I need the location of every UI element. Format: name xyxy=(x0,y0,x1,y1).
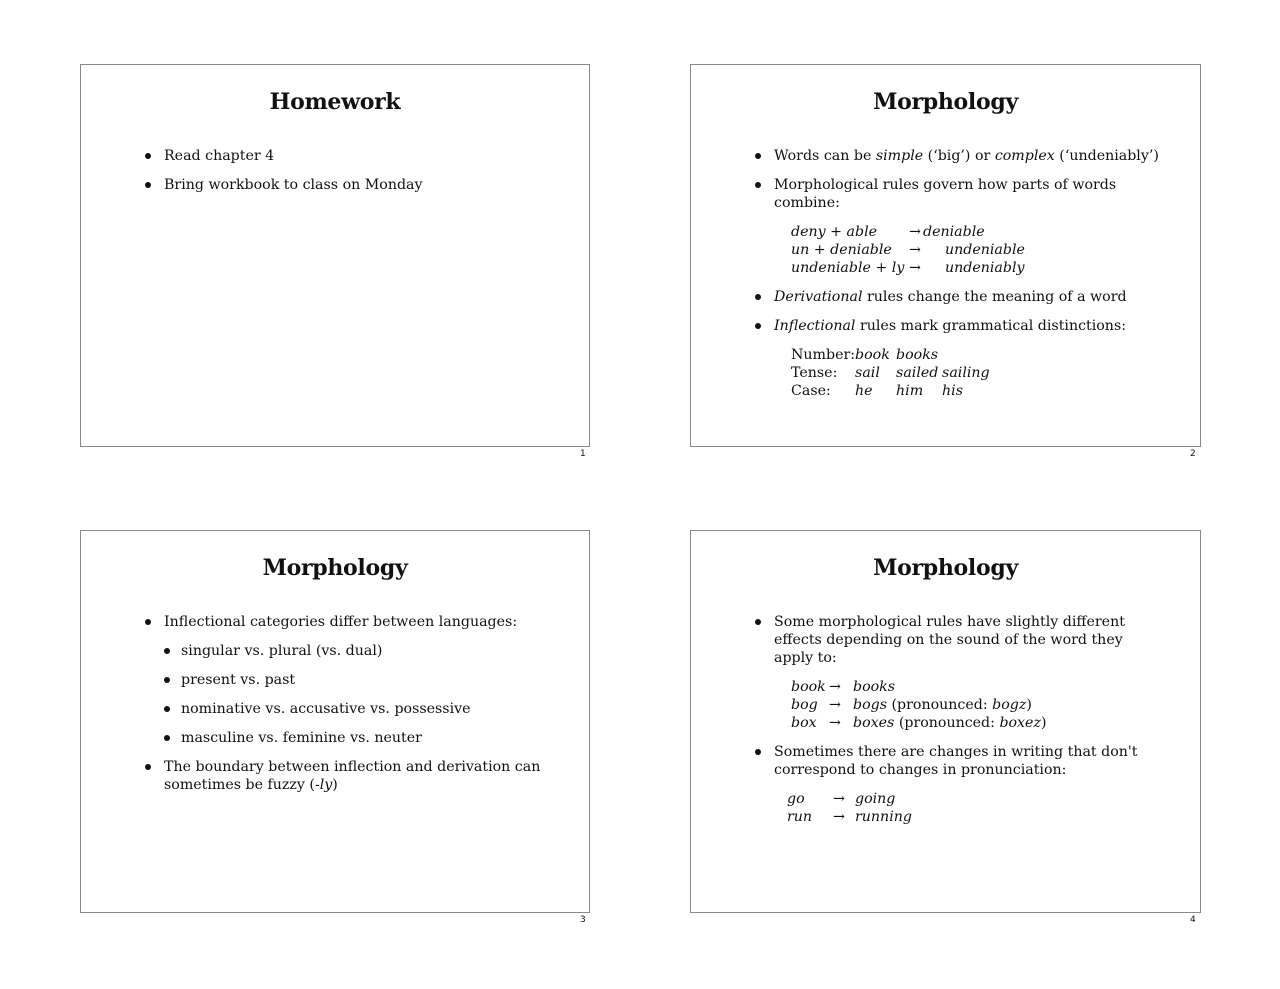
bullet-item xyxy=(755,317,1160,335)
pron-note: (pronounced: xyxy=(894,715,1000,731)
example-form xyxy=(942,346,990,364)
example-row xyxy=(787,790,912,808)
pron-form: boxez xyxy=(999,715,1041,731)
example-form: sailed xyxy=(896,365,939,381)
sub-bullet-item: nominative vs. accusative vs. possessive xyxy=(164,700,549,718)
slide-title: Morphology xyxy=(873,555,1018,581)
example-form: him xyxy=(896,383,924,399)
slide-title: Homework xyxy=(269,89,401,115)
example-form: books xyxy=(896,347,939,363)
example-form: his xyxy=(942,383,964,399)
example-form: he xyxy=(855,383,873,399)
arrow-icon: → xyxy=(909,260,921,276)
example-form: sail xyxy=(855,365,880,381)
bullet-item: Read chapter 4 xyxy=(145,147,549,165)
example-output: undeniable xyxy=(945,242,1025,258)
example-plural: books xyxy=(853,679,896,695)
term-inflectional: Inflectional xyxy=(774,318,856,334)
example-input: undeniable + ly xyxy=(791,260,905,276)
page-number: 2 xyxy=(1190,449,1196,459)
example-row xyxy=(791,714,1046,732)
term-ly: -ly xyxy=(314,777,333,793)
example-base: book xyxy=(791,679,826,695)
bullet-text: (‘undeniably’) xyxy=(1054,148,1159,164)
example-output: running xyxy=(855,809,912,825)
pron-note: ) xyxy=(1040,715,1047,731)
pron-note: ) xyxy=(1026,697,1032,713)
plural-examples xyxy=(791,678,1046,732)
arrow-icon: → xyxy=(829,679,841,695)
bullet-text: rules mark grammatical distinctions: xyxy=(855,318,1127,334)
slide-4 xyxy=(690,530,1201,913)
inflection-examples xyxy=(791,346,990,400)
slide-body xyxy=(755,147,1160,411)
arrow-icon: → xyxy=(909,242,921,258)
bullet-text: ) xyxy=(332,777,338,793)
slide-body xyxy=(145,147,549,205)
pron-form: bogz xyxy=(992,697,1027,713)
term-derivational: Derivational xyxy=(774,289,863,305)
page-number: 1 xyxy=(580,449,586,459)
example-input: deny + able xyxy=(791,224,878,240)
slide-body xyxy=(145,613,549,805)
example-base: bog xyxy=(791,697,818,713)
bullet-text: Words can be xyxy=(774,148,876,164)
page-number: 4 xyxy=(1190,915,1196,925)
example-row xyxy=(787,808,912,826)
bullet-item: Inflectional categories differ between languages: xyxy=(145,613,549,631)
example-base: run xyxy=(787,809,813,825)
example-output xyxy=(853,696,1046,714)
example-row xyxy=(791,241,1025,259)
bullet-text: (‘big’) or xyxy=(923,148,995,164)
example-output: going xyxy=(855,791,896,807)
example-form: sailing xyxy=(942,365,990,381)
arrow-icon: → xyxy=(829,697,841,713)
bullet-text: rules change the meaning of a word xyxy=(862,289,1127,305)
category-label: Number: xyxy=(791,347,856,363)
slide-body xyxy=(755,613,1160,837)
sub-bullet-item: singular vs. plural (vs. dual) xyxy=(164,642,549,660)
example-output xyxy=(853,678,1046,696)
example-output xyxy=(853,714,1046,732)
bullet-item: Morphological rules govern how parts of words combine: xyxy=(755,176,1160,212)
example-plural: bogs xyxy=(853,697,887,713)
example-row xyxy=(791,223,1025,241)
slide-1 xyxy=(80,64,590,447)
example-row xyxy=(791,696,1046,714)
bullet-item: Bring workbook to class on Monday xyxy=(145,176,549,194)
slide-title: Morphology xyxy=(873,89,1018,115)
example-form: book xyxy=(855,347,890,363)
arrow-icon: → xyxy=(829,715,841,731)
pron-note: (pronounced: xyxy=(887,697,993,713)
example-output: deniable xyxy=(923,224,985,240)
sub-bullet-item: present vs. past xyxy=(164,671,549,689)
bullet-item xyxy=(755,147,1160,165)
example-row xyxy=(791,382,990,400)
example-row xyxy=(791,678,1046,696)
category-label: Tense: xyxy=(791,365,838,381)
bullet-item: Some morphological rules have slightly different effects depending on the sound of the word they apply to: xyxy=(755,613,1160,667)
example-base: box xyxy=(791,715,817,731)
bullet-item xyxy=(755,288,1160,306)
sub-bullet-item: masculine vs. feminine vs. neuter xyxy=(164,729,549,747)
arrow-icon: → xyxy=(833,809,845,825)
term-complex: complex xyxy=(994,148,1055,164)
page-number: 3 xyxy=(580,915,586,925)
example-row xyxy=(791,346,990,364)
example-row xyxy=(791,259,1025,277)
bullet-item: Sometimes there are changes in writing that don't correspond to changes in pronunciation: xyxy=(755,743,1160,779)
derivation-examples xyxy=(791,223,1025,277)
term-simple: simple xyxy=(875,148,924,164)
example-row xyxy=(791,364,990,382)
category-label: Case: xyxy=(791,383,831,399)
arrow-icon: → xyxy=(833,791,845,807)
example-input: un + deniable xyxy=(791,242,892,258)
bullet-text: The boundary between inflection and derivation can sometimes be fuzzy ( xyxy=(164,759,541,793)
slide-2 xyxy=(690,64,1201,447)
arrow-icon: → xyxy=(909,224,921,240)
example-base: go xyxy=(787,791,805,807)
bullet-item xyxy=(145,758,549,794)
slide-title: Morphology xyxy=(262,555,408,581)
example-plural: boxes xyxy=(853,715,895,731)
slide-3 xyxy=(80,530,590,913)
spelling-examples xyxy=(787,790,912,826)
example-output: undeniably xyxy=(945,260,1025,276)
